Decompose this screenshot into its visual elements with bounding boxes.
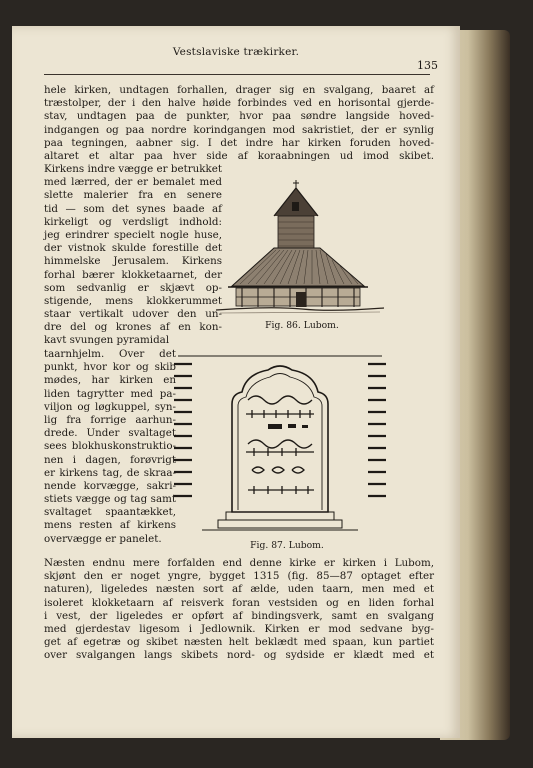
text-line: overvægge er panelet.	[44, 532, 162, 545]
text-line: nen i dagen, forøvrigt	[44, 453, 176, 466]
text-line: naturen), ligeledes næsten sort af ælde, uden taarn, men med et	[44, 583, 434, 596]
figure-87-caption: Fig. 87. Lubom.	[250, 540, 324, 551]
text-line: dre del og krones af en kon-	[44, 321, 222, 334]
text-line: stigende, mens klokkerummet	[44, 294, 222, 307]
text-line: sees blokhuskonstruktio-	[44, 440, 176, 453]
text-line: kavt svungen pyramidal	[44, 334, 170, 347]
text-line: lig fra forrige aarhun-	[44, 413, 176, 426]
text-line: træstolper, der i den halve høide forbindes ved en horisontal gjerde-	[44, 97, 434, 110]
text-line: jeg erindrer specielt nogle huse,	[44, 228, 222, 241]
text-line: nende korvægge, sakri-	[44, 479, 176, 492]
text-line: der vistnok skulde forestille det	[44, 242, 222, 255]
text-line: hele kirken, undtagen forhallen, drager sig en svalgang, baaret af	[44, 84, 434, 96]
text-line: som sedvanlig er skjævt op-	[44, 281, 222, 294]
figure-87-carved-panel-drawing	[172, 352, 388, 540]
text-line: forhal bærer klokketaarnet, der	[44, 268, 222, 281]
text-line: over svalgangen langs skibets nord- og sydside er klædt med et	[44, 649, 434, 662]
running-title: Vestslaviske trækirker.	[172, 46, 300, 58]
figure-86-church-drawing	[212, 178, 387, 318]
text-line: get af egetræ og skibet næsten helt beklædt med spaan, kun partiet	[44, 636, 434, 649]
text-line: liden tagrytter med pa-	[44, 387, 176, 400]
text-line: staar vertikalt udover den un-	[44, 308, 222, 321]
text-line: paa tegningen, aabner sig. I det indre har kirken foruden hoved-	[44, 136, 434, 149]
text-line: svaltaget spaantækket,	[44, 506, 176, 519]
text-line: mens resten af kirkens	[44, 519, 176, 532]
text-line: med lærred, der er bemalet med	[44, 176, 222, 189]
text-line: isoleret klokketaarn af reisverk foran vestsiden og en liden forhal	[44, 596, 434, 609]
text-line: mødes, har kirken en	[44, 374, 176, 387]
text-line: punkt, hvor kor og skib	[44, 361, 176, 374]
text-line: taarnhjelm. Over det	[44, 348, 176, 360]
text-line: indgangen og paa nordre korindgangen mod sakristiet, der er synlig	[44, 123, 434, 136]
text-line: tid — som det synes baade af	[44, 202, 222, 215]
text-line: stiets vægge og tag samt	[44, 493, 176, 506]
text-line: Næsten endnu mere forfalden end denne kirke er kirken i Lubom,	[44, 557, 434, 569]
page-number: 135	[417, 59, 438, 72]
text-line: altaret et altar paa hver side af koraabningen ud imod skibet.	[44, 149, 434, 162]
header-rule	[44, 74, 430, 75]
bottom-paragraph	[44, 557, 434, 663]
text-line: med gjerdestav ligesom i Jedlownik. Kirken er mod sedvane byg-	[44, 622, 434, 635]
text-line: i vest, der ligeledes er opført af bindingsverk, samt en svalgang	[44, 609, 434, 622]
text-line: skjønt den er noget yngre, bygget 1315 (fig. 85—87 optaget efter	[44, 570, 434, 583]
side-column-a	[44, 163, 222, 348]
top-paragraph	[44, 84, 434, 163]
book-page	[12, 26, 460, 738]
text-line: himmelske Jerusalem. Kirkens	[44, 255, 222, 268]
text-line: slette malerier fra en senere	[44, 189, 222, 202]
text-line: stav, undtagen paa de punkter, hvor paa søndre langside hoved-	[44, 110, 434, 123]
figure-86-caption: Fig. 86. Lubom.	[265, 320, 339, 331]
text-line: er kirkens tag, de skraa-	[44, 466, 176, 479]
text-line: Kirkens indre vægge er betrukket	[44, 163, 222, 175]
side-column-b	[44, 348, 176, 546]
text-line: drede. Under svaltaget	[44, 427, 176, 440]
text-line: kirkeligt og verdsligt indhold:	[44, 215, 222, 228]
text-line: viljon og løgkuppel, syn-	[44, 400, 176, 413]
